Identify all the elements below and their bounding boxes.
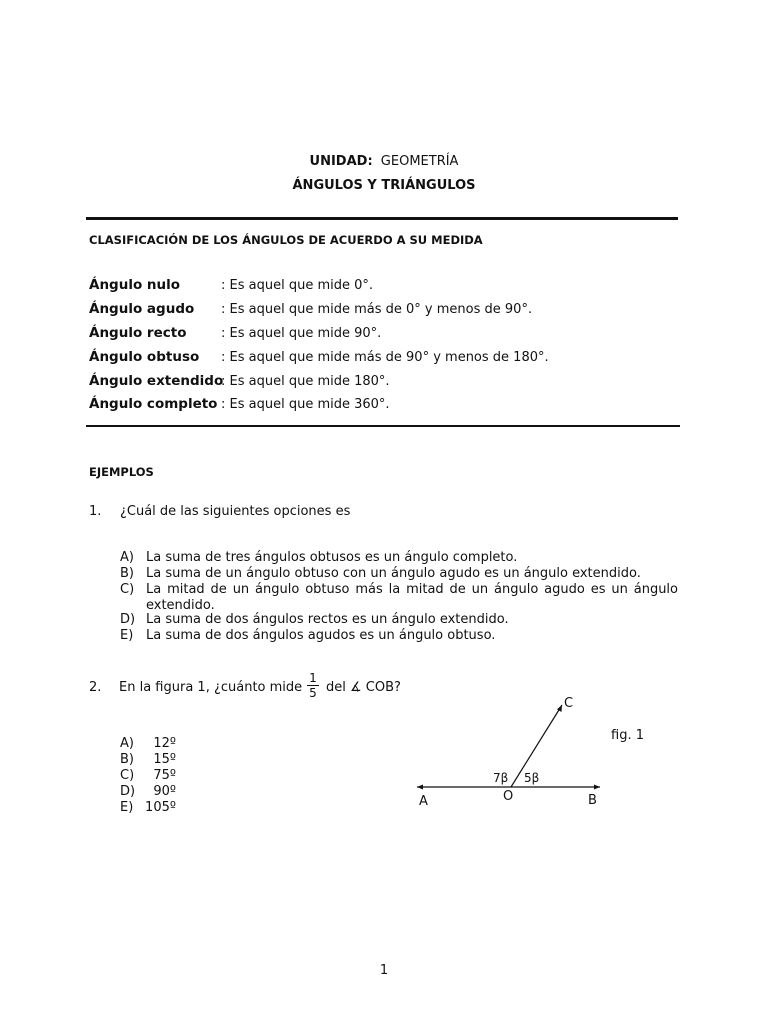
definition-term: Ángulo completo (89, 396, 218, 412)
top-divider (86, 217, 678, 220)
definition-term: Ángulo extendido (89, 373, 224, 389)
option-text: La suma de tres ángulos obtusos es un ángulo completo. (146, 550, 518, 565)
option-letter: E) (120, 628, 134, 643)
option-value: 105º (145, 800, 176, 815)
angle-label-left: 7β (493, 771, 509, 785)
option-letter: B) (120, 752, 134, 767)
definition-text: : Es aquel que mide 0°. (221, 278, 374, 293)
question-number: 2. (89, 680, 102, 695)
point-label-o: O (503, 789, 514, 804)
option-value: 75º (153, 768, 176, 783)
option-text: La mitad de un ángulo obtuso más la mitad de un ángulo agudo es un ángulo extendido. (146, 582, 678, 613)
point-label-c: C (564, 696, 574, 711)
unit-value: GEOMETRÍA (380, 154, 459, 169)
option-letter: C) (120, 768, 135, 783)
unit-label: UNIDAD: (309, 154, 373, 169)
figure-caption: fig. 1 (611, 728, 644, 743)
option-text: La suma de un ángulo obtuso con un ángulo agudo es un ángulo extendido. (146, 566, 641, 581)
angle-label-right: 5β (524, 771, 540, 785)
option-text: La suma de dos ángulos rectos es un ángulo extendido. (146, 612, 509, 627)
option-letter: A) (120, 550, 134, 565)
question-text-before: En la figura 1, ¿cuánto mide (119, 680, 303, 695)
definition-text: : Es aquel que mide 90°. (221, 326, 382, 341)
definition-text: : Es aquel que mide 180°. (221, 374, 390, 389)
definition-term: Ángulo recto (89, 325, 187, 341)
unit-line (0, 154, 768, 169)
classification-heading: CLASIFICACIÓN DE LOS ÁNGULOS DE ACUERDO A SU MEDIDA (89, 233, 483, 247)
fraction-denominator: 5 (309, 686, 317, 700)
option-letter: A) (120, 736, 134, 751)
option-letter: E) (120, 800, 134, 815)
option-letter: D) (120, 784, 136, 799)
point-label-b: B (588, 793, 597, 808)
option-value: 90º (153, 784, 176, 799)
fraction (305, 671, 321, 700)
arrowhead-a (417, 785, 423, 790)
definition-term: Ángulo obtuso (89, 349, 200, 365)
definition-term: Ángulo nulo (89, 277, 181, 293)
point-label-a: A (419, 794, 428, 809)
option-letter: C) (120, 582, 135, 597)
definition-text: : Es aquel que mide 360°. (221, 397, 390, 412)
page-number: 1 (379, 963, 389, 978)
question-text: ¿Cuál de las siguientes opciones es (120, 504, 351, 519)
option-value: 15º (153, 752, 176, 767)
page-subtitle: ÁNGULOS Y TRIÁNGULOS (292, 178, 476, 193)
option-letter: B) (120, 566, 134, 581)
option-value: 12º (153, 736, 176, 751)
option-text: La suma de dos ángulos agudos es un ángulo obtuso. (146, 628, 496, 643)
bottom-divider (86, 425, 680, 427)
definition-text: : Es aquel que mide más de 0° y menos de 90°. (221, 302, 533, 317)
arrowhead-b (594, 785, 600, 790)
fraction-numerator: 1 (309, 671, 317, 685)
question-number: 1. (89, 504, 102, 519)
examples-heading: EJEMPLOS (89, 465, 154, 479)
question-text-after: del ∡ COB? (326, 680, 401, 695)
angle-figure (400, 690, 660, 820)
definition-term: Ángulo agudo (89, 301, 195, 317)
definition-text: : Es aquel que mide más de 90° y menos de 180°. (221, 350, 549, 365)
option-letter: D) (120, 612, 136, 627)
